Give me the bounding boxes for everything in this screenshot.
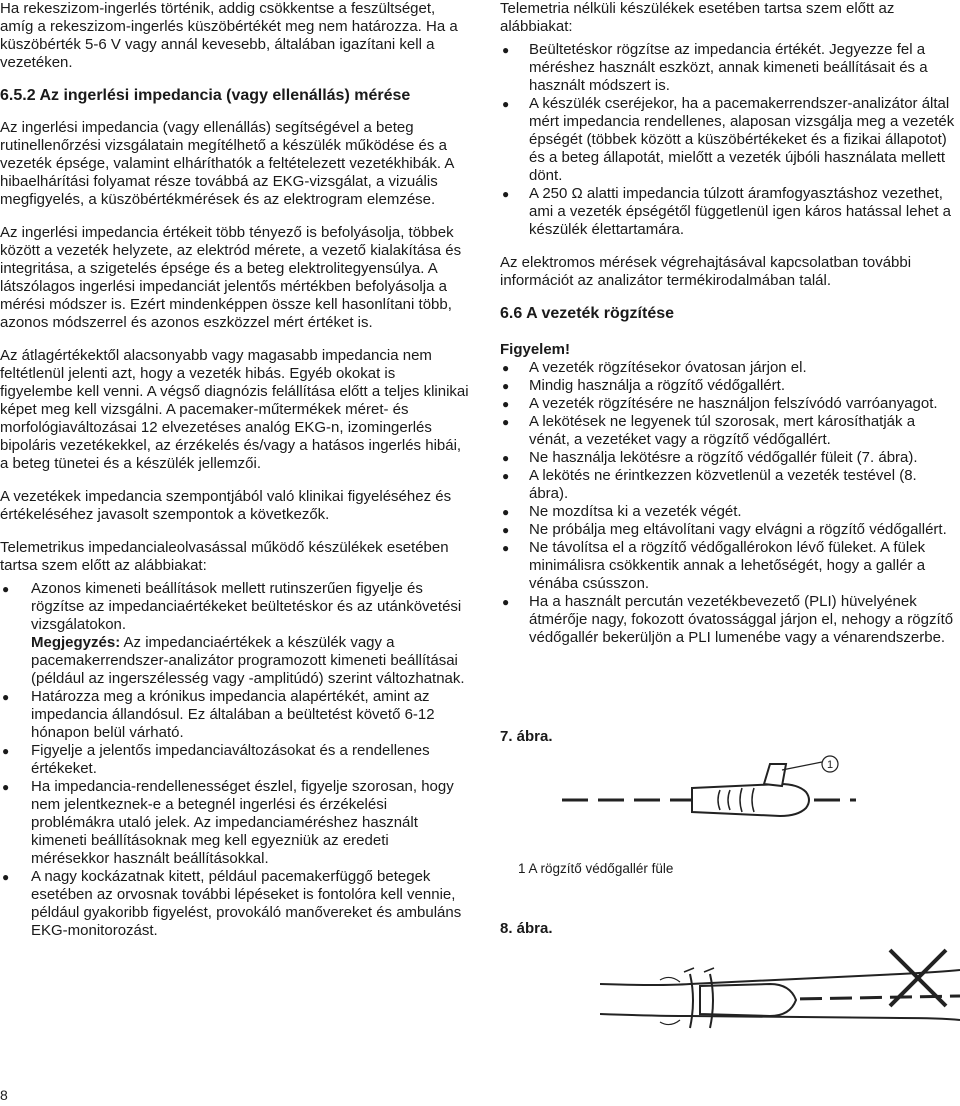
list-item: ● Ne próbálja meg eltávolítani vagy elvágni a rögzítő védőgallért. [500,521,960,539]
telemetry-bullet-list [0,580,470,940]
list-item: ● A lekötés ne érintkezzen közvetlenül a vezeték testével (8. ábra). [500,467,960,503]
non-telemetry-bullet-list [500,41,960,239]
figure-7-caption: 1 A rögzítő védőgallér füle [518,861,674,876]
impedance-paragraph-2: Az ingerlési impedancia értékeit több tényező is befolyásolja, többek között a vezeték helyzete, az elektród mérete, a vezető kialakítása és integritása, a szigetelés épsége és a beteg elektrolitegyensúlya. A látszólagos ingerlési impedanciát jelentős mértékben befolyásolja a mérési módszer is. Ezért mindenképpen össze kell hasonlítani több, azonos módszerrel és azonos eszközzel mért értéket is. [0,224,462,331]
page-number: 8 [0,1087,8,1103]
non-telemetry-intro: Telemetria nélküli készülékek esetében tartsa szem előtt az alábbiakat: [500,0,895,35]
figure-7-label: 7. ábra. [500,728,553,745]
figure-7-lead-collar-illustration [560,750,860,830]
figure-8-label: 8. ábra. [500,920,553,937]
impedance-paragraph-1: Az ingerlési impedancia (vagy ellenállás) segítségével a beteg rutinellenőrzési vizsgálatain megítélhető a készülék működése és a vezeték épsége, valamint elháríthatók a feltételezett vezetékhibák. A hibaelhárítási folyamat része továbbá az EKG-vizsgálat, a vizuális megfigyelés, a küszöbértékmérések és az elektrogram elemzése. [0,119,454,208]
analyzer-info-paragraph: Az elektromos mérések végrehajtásával kapcsolatban további információt az analizátor termékirodalmában talál. [500,254,912,289]
impedance-paragraph-3: Az átlagértékektől alacsonyabb vagy magasabb impedancia nem feltétlenül jelenti azt, hogy a vezeték hibás. Egyéb okokat is figyelembe kell venni. A végső diagnózis felállítása előtt a teljes klinikai képet meg kell vizsgálni. A pacemaker-műtermékek méret- és morfológiaváltozásai 12 elvezetéses analóg EKG-n, izomingerlés bipoláris vezetékekkel, az érzékelés és/vagy a hatásos ingerlés hibái, a beteg tünetei és a készülék jellemzői. [0,347,469,472]
list-item: ● Ha a használt percután vezetékbevezető (PLI) hüvelyének átmérője nagy, fokozott óvatossággal járjon el, nehogy a rögzítő védőgallér bekerüljön a PLI lumenébe vagy a vénarendszerbe. [500,593,960,647]
telemetry-intro-paragraph: Telemetrikus impedancialeolvasással működő készülékek esetében tartsa szem előtt az alábbiakat: [0,539,449,574]
section-heading-6-6: 6.6 A vezeték rögzítése [500,305,675,322]
impedance-paragraph-4: A vezetékek impedancia szempontjából való klinikai figyeléséhez és értékeléséhez javasolt szempontok a következők. [0,488,452,523]
right-column [500,0,960,647]
section-heading-6-5-2: 6.5.2 Az ingerlési impedancia (vagy ellenállás) mérése [0,87,411,104]
list-item [0,580,470,688]
figure-8-ligature-illustration [600,944,960,1034]
left-intro-paragraph: Ha rekeszizom-ingerlés történik, addig csökkentse a feszültséget, amíg a rekeszizom-ingerlés küszöbértékét meg nem határozza. Ha a küszöbérték 5-6 V vagy annál kevesebb, általában igazítani kell a vezetéken. [0,0,458,71]
list-item: ● A 250 Ω alatti impedancia túlzott áramfogyasztáshoz vezethet, ami a vezeték épségétől függetlenül igen káros hatással lehet a készülék élettartamára. [500,185,960,239]
list-item: ● Mindig használja a rögzítő védőgallért. [500,377,960,395]
list-item: ● Határozza meg a krónikus impedancia alapértékét, amint az impedancia állandósul. Ez általában a beültetést követő 6-12 hónapon belül várható. [0,688,470,742]
list-item: ● A vezeték rögzítésére ne használjon felszívódó varróanyagot. [500,395,960,413]
list-item: ● A készülék cseréjekor, ha a pacemakerrendszer-analizátor által mért impedancia rendellenes, alaposan vizsgálja meg a vezeték épségét (többek között a küszöbértékeket és a fizikai állapotot) és a beteg állapotát, mielőtt a vezeték újbóli használata mellett dönt. [500,95,960,185]
note-label: Megjegyzés: [31,634,121,651]
figure-7-callout-number: 1 [826,759,834,771]
list-item: ● A lekötések ne legyenek túl szorosak, mert károsíthatják a vénát, a vezetéket vagy a rögzítő védőgallért. [500,413,960,449]
note-text: Az impedanciaértékek a készülék vagy a pacemakerrendszer-analizátor programozott kimeneti beállításai (például az ingerszélesség vagy -amplitúdó) szerint változhatnak. [31,634,465,687]
list-item: ● Ne mozdítsa ki a vezeték végét. [500,503,960,521]
list-item: ● Ne használja lekötésre a rögzítő védőgallér füleit (7. ábra). [500,449,960,467]
list-item: ● Ne távolítsa el a rögzítő védőgallérokon lévő füleket. A fülek minimálisra csökkentik annak a lehetőségét, hogy a gallér a vénába csússzon. [500,539,960,593]
warning-bullet-list [500,359,960,647]
list-item: ● A vezeték rögzítésekor óvatosan járjon el. [500,359,960,377]
list-item: ● A nagy kockázatnak kitett, például pacemakerfüggő betegek esetében az orvosnak további lépéseket is fontolóra kell vennie, például gyakoribb figyelést, provokáló manővereket és ambuláns EKG-monitorozást. [0,868,470,940]
list-item: ● Beültetéskor rögzítse az impedancia értékét. Jegyezze fel a méréshez használt eszközt, annak kimeneti beállításait és a használt módszert is. [500,41,960,95]
list-item: ● Figyelje a jelentős impedanciaváltozásokat és a rendellenes értékeket. [0,742,470,778]
left-column [0,0,470,940]
warning-label: Figyelem! [500,341,571,358]
list-item: ● Ha impedancia-rendellenességet észlel, figyelje szorosan, hogy nem jelentkeznek-e a betegnél ingerlési és érzékelési problémákra utaló jelek. Az impedanciaméréshez használt kimeneti beállításoknak meg kell egyezniük az eredeti mérésekkor használt beállításokkal. [0,778,470,868]
list-item-text: Azonos kimeneti beállítások mellett rutinszerűen figyelje és rögzítse az impedanciaértékeket beültetéskor és az utánkövetési vizsgálatokon. [31,580,462,633]
